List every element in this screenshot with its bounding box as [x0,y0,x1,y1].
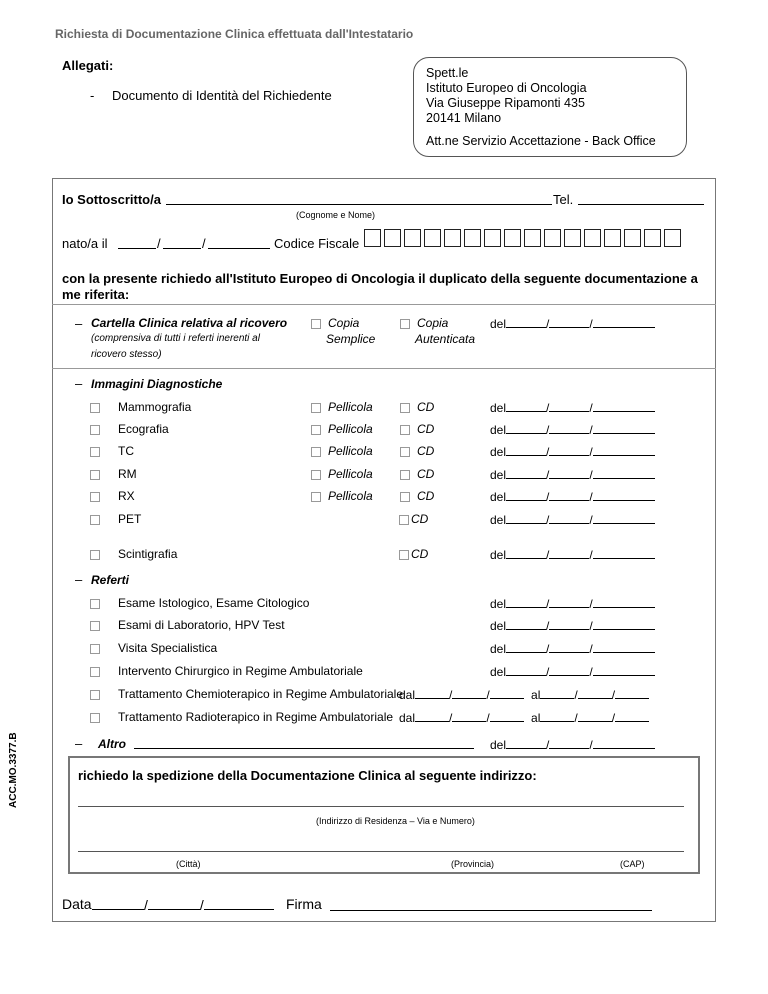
referto-name: Visita Specialistica [118,641,218,655]
checkbox[interactable] [400,470,410,480]
address-caption: (Indirizzo di Residenza – Via e Numero) [316,816,475,826]
image-date[interactable]: del / / [490,512,655,527]
referto-name: Esame Istologico, Esame Citologico [118,596,310,610]
referto-name: Trattamento Chemioterapico in Regime Ambulatoriale [118,687,404,701]
pellicola-option[interactable]: Pellicola [311,400,373,414]
altro-date[interactable]: del / / [490,737,655,752]
referto-date[interactable]: del / / [490,596,655,611]
checkbox[interactable] [311,492,321,502]
pellicola-option[interactable]: Pellicola [311,489,373,503]
checkbox[interactable] [400,319,410,329]
immagini-dash: – [75,376,83,391]
cd-option[interactable]: CD [399,547,428,561]
checkbox[interactable] [90,599,100,609]
province-caption: (Provincia) [451,859,495,869]
firma-field[interactable] [330,898,652,911]
checkbox[interactable] [311,470,321,480]
checkbox[interactable] [90,667,100,677]
image-name: PET [118,512,142,526]
birth-year-field[interactable] [208,237,270,249]
image-date[interactable]: del / / [490,547,655,562]
copia-semplice-option[interactable]: Copia [311,316,359,330]
allegati-item: Documento di Identità del Richiedente [112,88,332,103]
referto-row-2[interactable] [90,641,107,655]
document-header: Richiesta di Documentazione Clinica effettuata dall'Intestatario [55,27,414,41]
image-name: Ecografia [118,422,169,436]
checkbox[interactable] [90,470,100,480]
referto-date[interactable]: del / / [490,618,655,633]
image-name: Mammografia [118,400,192,414]
image-row-4[interactable] [90,489,107,503]
checkbox[interactable] [90,515,100,525]
cd-option[interactable]: CD [400,467,434,481]
copia-autenticata-option[interactable]: Copia [400,316,448,330]
checkbox[interactable] [90,447,100,457]
cartella-note-2: ricovero stesso) [91,349,162,360]
image-row-1[interactable] [90,422,107,436]
codice-fiscale-boxes[interactable] [364,229,684,247]
checkbox[interactable] [311,319,321,329]
recipient-line3: Via Giuseppe Ripamonti 435 [426,96,585,110]
image-name: Scintigrafia [118,547,178,561]
semplice-label: Semplice [326,332,376,346]
richiesta-text: con la presente richiedo all'Istituto Europeo di Oncologia il duplicato della seguente documentazione a [62,271,698,286]
address-field[interactable] [78,806,684,807]
image-date[interactable]: del / / [490,444,655,459]
birth-month-field[interactable] [163,237,201,249]
referto-date-range[interactable]: dal / / al / / [399,687,649,702]
allegati-label: Allegati: [62,58,114,73]
referto-row-1[interactable] [90,618,107,632]
codice-fiscale-label: Codice Fiscale [274,236,360,251]
image-row-2[interactable] [90,444,107,458]
checkbox[interactable] [311,403,321,413]
cartella-date[interactable]: del / / [490,316,655,331]
cd-option[interactable]: CD [399,512,428,526]
checkbox[interactable] [90,713,100,723]
recipient-line2: Istituto Europeo di Oncologia [426,81,587,95]
altro-label: Altro [98,737,126,751]
tel-field[interactable] [578,193,704,205]
cd-option[interactable]: CD [400,489,434,503]
cartella-title: Cartella Clinica relativa al ricovero [91,316,288,330]
image-date[interactable]: del / / [490,422,655,437]
allegati-dash: - [90,88,95,103]
cap-caption: (CAP) [620,859,645,869]
checkbox[interactable] [90,690,100,700]
cd-option[interactable]: CD [400,400,434,414]
image-name: RX [118,489,135,503]
checkbox[interactable] [90,492,100,502]
checkbox[interactable] [399,515,409,525]
richiesta-text-2: me riferita: [62,287,130,302]
referti-title: Referti [91,573,130,587]
checkbox[interactable] [90,644,100,654]
cd-option[interactable]: CD [400,444,434,458]
referto-row-5[interactable] [90,710,107,724]
form-code: ACC.MO.3377.B [8,732,19,808]
checkbox[interactable] [311,447,321,457]
image-name: TC [118,444,134,458]
checkbox[interactable] [90,550,100,560]
cd-option[interactable]: CD [400,422,434,436]
city-caption: (Città) [176,859,201,869]
referto-row-3[interactable] [90,664,107,678]
city-province-cap-field[interactable] [78,851,684,852]
autenticata-label: Autenticata [415,332,476,346]
checkbox[interactable] [400,447,410,457]
referto-name: Esami di Laboratorio, HPV Test [118,618,285,632]
birth-day-field[interactable] [118,237,156,249]
recipient-line5: Att.ne Servizio Accettazione - Back Office [426,134,656,148]
pellicola-option[interactable]: Pellicola [311,444,373,458]
image-name: RM [118,467,137,481]
image-date[interactable]: del / / [490,467,655,482]
signature-date[interactable]: / / [92,897,274,913]
image-row-5[interactable] [90,512,107,526]
divider-1 [52,304,716,305]
recipient-address-box [413,57,687,157]
checkbox[interactable] [400,425,410,435]
divider-2 [52,368,716,369]
name-field[interactable] [166,193,552,205]
cartella-note-1: (comprensiva di tutti i referti inerenti al [91,333,260,344]
referti-dash: – [75,572,83,587]
tel-label: Tel. [553,192,574,207]
referto-row-4[interactable] [90,687,107,701]
recipient-line1: Spett.le [426,66,469,80]
firma-label: Firma [286,896,322,912]
image-date[interactable]: del / / [490,400,655,415]
altro-field[interactable] [134,737,474,749]
referto-name: Intervento Chirurgico in Regime Ambulatoriale [118,664,363,678]
referto-date-range[interactable]: dal / / al / / [399,710,649,725]
image-row-0[interactable] [90,400,107,414]
image-date[interactable]: del / / [490,489,655,504]
cartella-dash: – [75,316,83,331]
nato-label: nato/a il [62,236,108,251]
image-row-6[interactable] [90,547,107,561]
referto-date[interactable]: del / / [490,664,655,679]
checkbox[interactable] [400,492,410,502]
image-row-3[interactable] [90,467,107,481]
recipient-line4: 20141 Milano [426,111,502,125]
referto-name: Trattamento Radioterapico in Regime Ambulatoriale [118,710,394,724]
checkbox[interactable] [311,425,321,435]
checkbox[interactable] [90,621,100,631]
cognome-nome-caption: (Cognome e Nome) [296,210,376,220]
immagini-title: Immagini Diagnostiche [91,377,223,391]
checkbox[interactable] [90,403,100,413]
altro-dash: – [75,736,83,751]
referto-date[interactable]: del / / [490,641,655,656]
checkbox[interactable] [400,403,410,413]
checkbox[interactable] [399,550,409,560]
sottoscritto-label: Io Sottoscritto/a [62,192,161,207]
data-label: Data [62,896,92,912]
checkbox[interactable] [90,425,100,435]
shipping-title: richiedo la spedizione della Documentazione Clinica al seguente indirizzo: [78,768,537,783]
pellicola-option[interactable]: Pellicola [311,422,373,436]
referto-row-0[interactable] [90,596,107,610]
pellicola-option[interactable]: Pellicola [311,467,373,481]
